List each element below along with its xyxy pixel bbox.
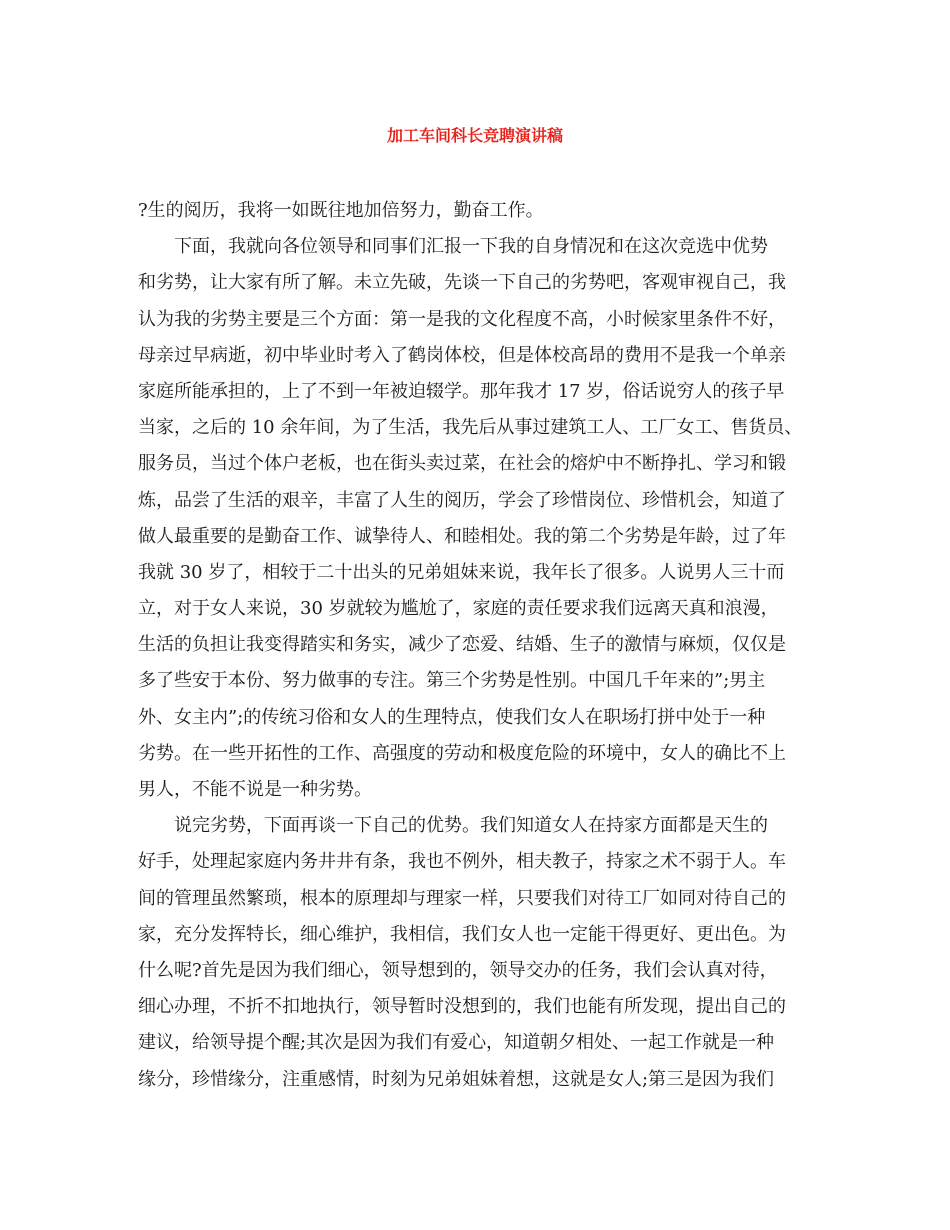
text-line: 家庭所能承担的，上了不到一年被迫辍学。那年我才 17 岁，俗话说穷人的孩子早	[138, 380, 785, 402]
text-line: 生活的负担让我变得踏实和务实，减少了恋爱、结婚、生子的激情与麻烦，仅仅是	[138, 634, 786, 656]
text-line: 好手，处理起家庭内务井井有条，我也不例外，相夫教子，持家之术不弱于人。车	[138, 851, 786, 873]
text-line: ?生的阅历，我将一如既往地加倍努力，勤奋工作。	[138, 200, 544, 221]
text-line: 服务员，当过个体户老板，也在街头卖过菜，在社会的熔炉中不断挣扎、学习和锻	[138, 453, 786, 475]
document-body	[138, 193, 818, 1098]
text-line: 立，对于女人来说，30 岁就较为尴尬了，家庭的责任要求我们远离天真和浪漫，	[138, 598, 779, 620]
text-line: 劣势。在一些开拓性的工作、高强度的劳动和极度危险的环境中，女人的确比不上	[138, 742, 786, 764]
text-line: 说完劣势，下面再谈一下自己的优势。我们知道女人在持家方面都是天生的	[138, 815, 768, 837]
text-line: 外、女主内”;的传统习俗和女人的生理特点，使我们女人在职场打拼中处于一种	[138, 706, 766, 728]
text-line: 细心办理，不折不扣地执行，领导暂时没想到的，我们也能有所发现，提出自己的	[138, 996, 786, 1018]
text-line: 什么呢?首先是因为我们细心，领导想到的，领导交办的任务，我们会认真对待，	[138, 959, 778, 981]
text-line: 认为我的劣势主要是三个方面：第一是我的文化程度不高，小时候家里条件不好，	[138, 308, 786, 330]
text-line: 间的管理虽然繁琐，根本的原理却与理家一样，只要我们对待工厂如同对待自己的	[138, 887, 786, 909]
text-line: 男人，不能不说是一种劣势。	[138, 779, 372, 800]
text-line: 母亲过早病逝，初中毕业时考入了鹤岗体校，但是体校高昂的费用不是我一个单亲	[138, 344, 786, 366]
text-line: 炼，品尝了生活的艰辛，丰富了人生的阅历，学会了珍惜岗位、珍惜机会，知道了	[138, 489, 786, 511]
text-line: 我就 30 岁了，相较于二十出头的兄弟姐妹来说，我年长了很多。人说男人三十而	[138, 561, 785, 583]
text-line: 家，充分发挥特长，细心维护，我相信，我们女人也一定能干得更好、更出色。为	[138, 923, 786, 945]
text-line: 做人最重要的是勤奋工作、诚挚待人、和睦相处。我的第二个劣势是年龄，过了年	[138, 525, 786, 547]
text-line: 当家，之后的 10 余年间，为了生活，我先后从事过建筑工人、工厂女工、售货员、	[138, 417, 803, 439]
text-line: 建议，给领导提个醒;其次是因为我们有爱心，知道朝夕相处、一起工作就是一种	[138, 1032, 775, 1054]
document-title: 加工车间科长竞聘演讲稿	[386, 126, 563, 145]
text-line: 多了些安于本份、努力做事的专注。第三个劣势是性别。中国几千年来的”;男主	[138, 670, 766, 692]
text-line: 缘分，珍惜缘分，注重感情，时刻为兄弟姐妹着想，这就是女人;第三是因为我们	[138, 1068, 775, 1090]
text-line: 下面，我就向各位领导和同事们汇报一下我的自身情况和在这次竞选中优势	[138, 236, 768, 258]
text-line: 和劣势，让大家有所了解。未立先破，先谈一下自己的劣势吧，客观审视自己，我	[138, 272, 786, 294]
